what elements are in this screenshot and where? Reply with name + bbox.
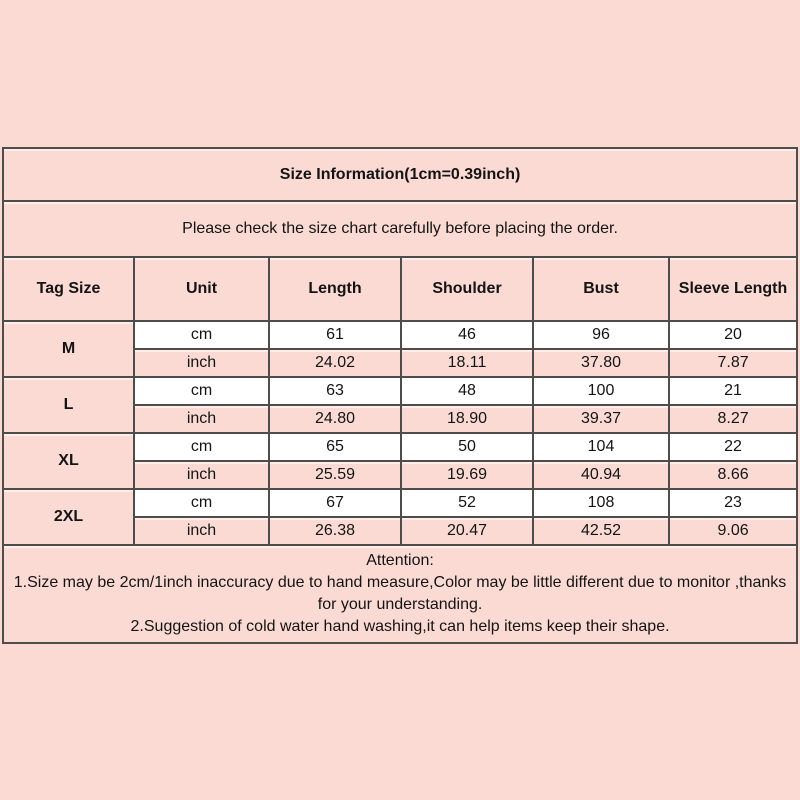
size-cell: 37.80 bbox=[533, 349, 669, 377]
unit-cell-cm: cm bbox=[134, 377, 269, 405]
size-cell: 24.02 bbox=[269, 349, 401, 377]
table-row bbox=[3, 377, 797, 405]
size-cell: 20.47 bbox=[401, 517, 533, 545]
unit-cell-cm: cm bbox=[134, 489, 269, 517]
size-cell: 46 bbox=[401, 321, 533, 349]
tag-cell-2xl: 2XL bbox=[3, 489, 134, 545]
size-cell: 61 bbox=[269, 321, 401, 349]
size-cell: 104 bbox=[533, 433, 669, 461]
size-cell: 100 bbox=[533, 377, 669, 405]
size-cell: 7.87 bbox=[669, 349, 797, 377]
size-cell: 67 bbox=[269, 489, 401, 517]
size-cell: 39.37 bbox=[533, 405, 669, 433]
col-header-bust: Bust bbox=[533, 257, 669, 321]
size-cell: 25.59 bbox=[269, 461, 401, 489]
tag-cell-l: L bbox=[3, 377, 134, 433]
col-header-shoulder: Shoulder bbox=[401, 257, 533, 321]
unit-cell-inch: inch bbox=[134, 517, 269, 545]
tag-cell-xl: XL bbox=[3, 433, 134, 489]
unit-cell-inch: inch bbox=[134, 405, 269, 433]
attention-line-1: 1.Size may be 2cm/1inch inaccuracy due to hand measure,Color may be little different due to monitor ,thanks for your understanding. bbox=[13, 574, 787, 613]
table-row bbox=[3, 321, 797, 349]
attention-line-2: 2.Suggestion of cold water hand washing,it can help items keep their shape. bbox=[130, 618, 670, 635]
size-cell: 108 bbox=[533, 489, 669, 517]
size-cell: 18.90 bbox=[401, 405, 533, 433]
table-title: Size Information(1cm=0.39inch) bbox=[3, 148, 797, 201]
size-cell: 19.69 bbox=[401, 461, 533, 489]
size-cell: 20 bbox=[669, 321, 797, 349]
size-cell: 23 bbox=[669, 489, 797, 517]
table-row bbox=[3, 433, 797, 461]
size-table bbox=[2, 147, 798, 644]
size-cell: 24.80 bbox=[269, 405, 401, 433]
size-cell: 22 bbox=[669, 433, 797, 461]
col-header-length: Length bbox=[269, 257, 401, 321]
size-cell: 52 bbox=[401, 489, 533, 517]
size-cell: 63 bbox=[269, 377, 401, 405]
unit-cell-inch: inch bbox=[134, 461, 269, 489]
size-cell: 18.11 bbox=[401, 349, 533, 377]
size-cell: 48 bbox=[401, 377, 533, 405]
title-row bbox=[3, 148, 797, 201]
size-cell: 26.38 bbox=[269, 517, 401, 545]
col-header-sleeve-length: Sleeve Length bbox=[669, 257, 797, 321]
unit-cell-cm: cm bbox=[134, 433, 269, 461]
size-cell: 21 bbox=[669, 377, 797, 405]
size-cell: 42.52 bbox=[533, 517, 669, 545]
attention-heading: Attention: bbox=[366, 552, 434, 569]
attention-row bbox=[3, 545, 797, 643]
size-cell: 8.66 bbox=[669, 461, 797, 489]
unit-cell-cm: cm bbox=[134, 321, 269, 349]
header-row bbox=[3, 257, 797, 321]
col-header-unit: Unit bbox=[134, 257, 269, 321]
size-cell: 8.27 bbox=[669, 405, 797, 433]
size-cell: 96 bbox=[533, 321, 669, 349]
table-row bbox=[3, 489, 797, 517]
subtitle-row bbox=[3, 201, 797, 257]
unit-cell-inch: inch bbox=[134, 349, 269, 377]
size-cell: 65 bbox=[269, 433, 401, 461]
size-cell: 9.06 bbox=[669, 517, 797, 545]
col-header-tag-size: Tag Size bbox=[3, 257, 134, 321]
attention-note bbox=[3, 545, 797, 643]
tag-cell-m: M bbox=[3, 321, 134, 377]
size-cell: 40.94 bbox=[533, 461, 669, 489]
table-subtitle: Please check the size chart carefully before placing the order. bbox=[3, 201, 797, 257]
size-cell: 50 bbox=[401, 433, 533, 461]
